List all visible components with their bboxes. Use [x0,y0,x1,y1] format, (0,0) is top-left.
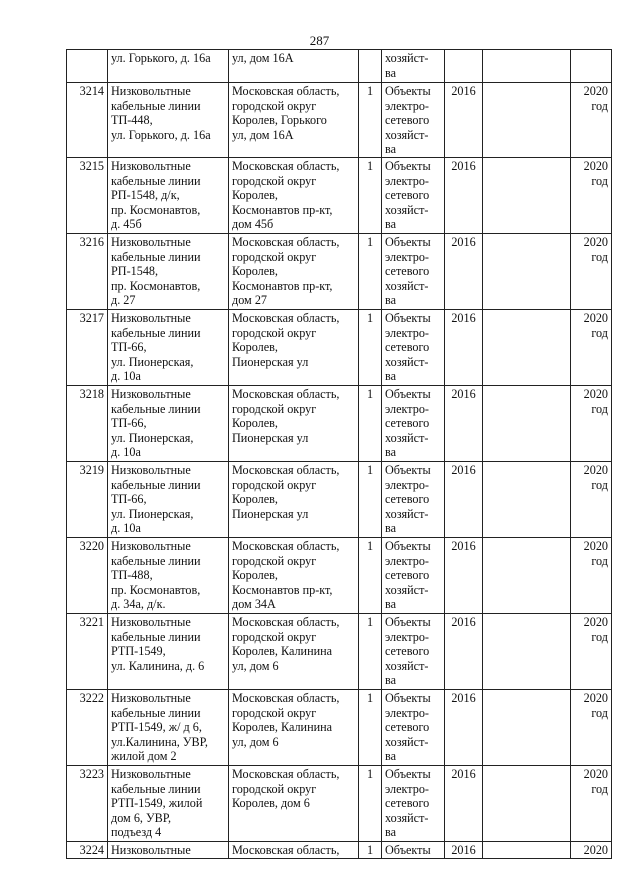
category-cell: Объекты электро- сетевого хозяйст- ва [382,157,445,233]
empty-cell [483,765,571,841]
term-cell: 2020 год [571,689,612,765]
row-number-cell: 3214 [67,83,108,158]
table-row [67,841,612,858]
quantity-cell: 1 [359,83,382,158]
term-cell: 2020 год [571,765,612,841]
empty-cell [483,385,571,461]
empty-cell [483,689,571,765]
category-cell: Объекты электро- сетевого хозяйст- ва [382,83,445,158]
year-cell: 2016 [445,765,483,841]
category-cell: Объекты электро- сетевого хозяйст- ва [382,309,445,385]
row-number-cell: 3223 [67,765,108,841]
year-cell: 2016 [445,83,483,158]
empty-cell [483,461,571,537]
row-number-cell: 3215 [67,157,108,233]
quantity-cell: 1 [359,765,382,841]
registry-table [66,49,612,859]
category-cell: Объекты [382,841,445,858]
category-cell: Объекты электро- сетевого хозяйст- ва [382,613,445,689]
empty-cell [483,309,571,385]
category-cell: Объекты электро- сетевого хозяйст- ва [382,689,445,765]
address-cell: ул, дом 16А [229,50,359,83]
quantity-cell: 1 [359,841,382,858]
address-cell: Московская область, городской округ Королев, Пионерская ул [229,385,359,461]
category-cell: Объекты электро- сетевого хозяйст- ва [382,537,445,613]
quantity-cell: 1 [359,385,382,461]
term-cell: 2020 год [571,309,612,385]
year-cell: 2016 [445,233,483,309]
object-name-cell: ул. Горького, д. 16а [108,50,229,83]
category-cell: Объекты электро- сетевого хозяйст- ва [382,765,445,841]
table-row [67,233,612,309]
page-number: 287 [309,33,330,48]
empty-cell [483,537,571,613]
table-row [67,765,612,841]
object-name-cell: Низковольтные кабельные линии РТП-1549, ж/ д 6, ул.Калинина, УВР, жилой дом 2 [108,689,229,765]
term-cell: 2020 [571,841,612,858]
address-cell: Московская область, городской округ Королев, Горького ул, дом 16А [229,83,359,158]
year-cell: 2016 [445,537,483,613]
object-name-cell: Низковольтные кабельные линии ТП-488, пр. Космонавтов, д. 34а, д/к. [108,537,229,613]
term-cell: 2020 год [571,233,612,309]
year-cell: 2016 [445,689,483,765]
quantity-cell: 1 [359,157,382,233]
row-number-cell: 3216 [67,233,108,309]
row-number-cell: 3218 [67,385,108,461]
term-cell: 2020 год [571,537,612,613]
address-cell: Московская область, [229,841,359,858]
empty-cell [483,157,571,233]
term-cell: 2020 год [571,157,612,233]
term-cell: 2020 год [571,461,612,537]
address-cell: Московская область, городской округ Королев, Калинина ул, дом 6 [229,613,359,689]
address-cell: Московская область, городской округ Королев, Калинина ул, дом 6 [229,689,359,765]
year-cell: 2016 [445,613,483,689]
year-cell [445,50,483,83]
table-row [67,385,612,461]
term-cell: 2020 год [571,83,612,158]
year-cell: 2016 [445,309,483,385]
row-number-cell: 3220 [67,537,108,613]
empty-cell [483,50,571,83]
term-cell: 2020 год [571,613,612,689]
address-cell: Московская область, городской округ Королев, Космонавтов пр-кт, дом 27 [229,233,359,309]
table-row [67,537,612,613]
object-name-cell: Низковольтные кабельные линии ТП-66, ул. Пионерская, д. 10а [108,385,229,461]
category-cell: Объекты электро- сетевого хозяйст- ва [382,461,445,537]
address-cell: Московская область, городской округ Королев, Космонавтов пр-кт, дом 34А [229,537,359,613]
object-name-cell: Низковольтные кабельные линии РТП-1549, жилой дом 6, УВР, подъезд 4 [108,765,229,841]
table-row [67,613,612,689]
year-cell: 2016 [445,385,483,461]
row-number-cell: 3219 [67,461,108,537]
year-cell: 2016 [445,461,483,537]
quantity-cell: 1 [359,537,382,613]
table-row [67,461,612,537]
table-row [67,689,612,765]
empty-cell [483,83,571,158]
object-name-cell: Низковольтные кабельные линии РП-1548, д/к, пр. Космонавтов, д. 45б [108,157,229,233]
row-number-cell: 3222 [67,689,108,765]
address-cell: Московская область, городской округ Королев, Пионерская ул [229,309,359,385]
address-cell: Московская область, городской округ Королев, Космонавтов пр-кт, дом 45б [229,157,359,233]
object-name-cell: Низковольтные кабельные линии ТП-66, ул. Пионерская, д. 10а [108,309,229,385]
term-cell [571,50,612,83]
table-row [67,83,612,158]
object-name-cell: Низковольтные кабельные линии ТП-66, ул. Пионерская, д. 10а [108,461,229,537]
object-name-cell: Низковольтные кабельные линии РП-1548, пр. Космонавтов, д. 27 [108,233,229,309]
row-number-cell [67,50,108,83]
category-cell: Объекты электро- сетевого хозяйст- ва [382,233,445,309]
empty-cell [483,841,571,858]
table-row [67,50,612,83]
term-cell: 2020 год [571,385,612,461]
year-cell: 2016 [445,157,483,233]
address-cell: Московская область, городской округ Королев, Пионерская ул [229,461,359,537]
quantity-cell: 1 [359,233,382,309]
row-number-cell: 3224 [67,841,108,858]
object-name-cell: Низковольтные кабельные линии РТП-1549, ул. Калинина, д. 6 [108,613,229,689]
table-row [67,309,612,385]
table-row [67,157,612,233]
row-number-cell: 3221 [67,613,108,689]
empty-cell [483,613,571,689]
quantity-cell: 1 [359,461,382,537]
category-cell: Объекты электро- сетевого хозяйст- ва [382,385,445,461]
object-name-cell: Низковольтные кабельные линии ТП-448, ул. Горького, д. 16а [108,83,229,158]
row-number-cell: 3217 [67,309,108,385]
category-cell: хозяйст- ва [382,50,445,83]
year-cell: 2016 [445,841,483,858]
quantity-cell: 1 [359,689,382,765]
quantity-cell: 1 [359,613,382,689]
quantity-cell [359,50,382,83]
object-name-cell: Низковольтные [108,841,229,858]
empty-cell [483,233,571,309]
address-cell: Московская область, городской округ Королев, дом 6 [229,765,359,841]
quantity-cell: 1 [359,309,382,385]
